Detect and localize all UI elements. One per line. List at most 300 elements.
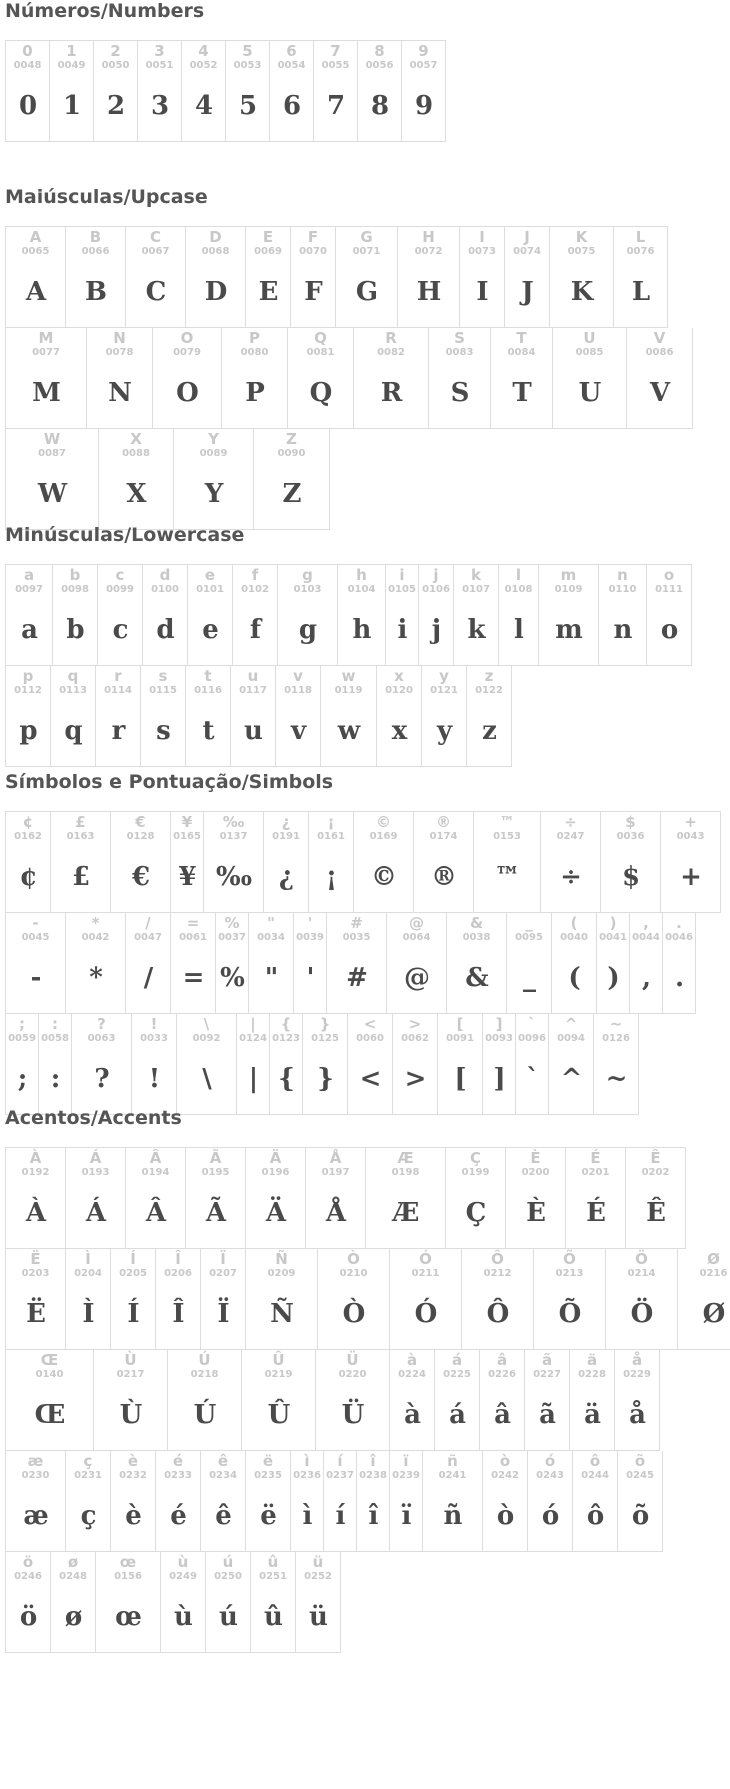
glyph-code: 0229 [623,1369,651,1380]
glyph-sample: H [398,270,459,314]
glyph-sample: _ [507,956,551,1000]
glyph-sample: Ç [446,1191,505,1235]
glyph-sample: ó [528,1494,572,1538]
glyph-cell [309,812,354,913]
glyph-cell [39,1014,72,1115]
glyph-code: 0238 [359,1470,387,1481]
glyph-character: Ó [419,1250,432,1268]
glyph-code: 0228 [578,1369,606,1380]
glyph-code: 0063 [87,1033,116,1044]
glyph-code: 0119 [334,685,363,696]
glyph-character: K [575,228,588,246]
glyph-character: H [422,228,435,246]
glyph-character: & [469,914,484,932]
glyph-character: ) [609,914,617,932]
glyph-cell [111,1249,156,1350]
glyph-sample: £ [51,855,110,899]
glyph-code: 0212 [483,1268,512,1279]
glyph-sample: / [126,956,170,1000]
glyph-character: 4 [198,42,209,60]
glyph-cell [126,913,171,1014]
glyph-character: O [180,329,194,347]
glyph-character: Z [286,430,297,448]
glyph-cell [366,1148,446,1249]
glyph-character: o [663,566,675,584]
glyph-character: = [186,914,200,932]
glyph-code: 0224 [398,1369,426,1380]
glyph-code: 0218 [190,1369,219,1380]
glyph-row [5,1451,663,1552]
glyph-cell [126,227,186,328]
glyph-character: T [516,329,527,347]
glyph-sample: 7 [314,84,357,128]
glyph-code: 0071 [352,246,381,257]
glyph-cell [153,328,222,429]
glyph-code: 0043 [676,831,705,842]
glyph-character: / [145,914,151,932]
glyph-character: ü [312,1553,324,1571]
glyph-sample: % [216,956,248,1000]
glyph-character: ï [403,1452,409,1470]
glyph-sample: è [111,1494,155,1538]
glyph-code: 0044 [632,932,660,943]
glyph-character: x [394,667,404,685]
glyph-code: 0195 [201,1167,230,1178]
glyph-cell [573,1451,618,1552]
glyph-row [5,328,693,429]
glyph-cell [216,913,249,1014]
glyph-code: 0060 [356,1033,384,1044]
glyph-character: Á [89,1149,102,1167]
glyph-code: 0087 [38,448,66,459]
glyph-code: 0219 [264,1369,293,1380]
glyph-character: ¿ [281,813,291,831]
glyph-code: 0065 [21,246,50,257]
glyph-row [5,429,330,530]
glyph-character: e [204,566,216,584]
glyph-character: ¢ [22,813,34,831]
glyph-cell [446,1148,506,1249]
glyph-character: I [479,228,485,246]
glyph-character: 8 [374,42,385,60]
glyph-code: 0049 [57,60,86,71]
glyph-cell [358,41,402,142]
glyph-cell [132,1014,177,1115]
glyph-code: 0064 [402,932,431,943]
glyph-code: 0124 [239,1033,267,1044]
glyph-code: 0093 [485,1033,513,1044]
glyph-cell [201,1249,246,1350]
glyph-cell [390,1451,423,1552]
glyph-code: 0090 [277,448,306,459]
glyph-code: 0234 [209,1470,237,1481]
section-title: Maiúsculas/Upcase [5,186,208,208]
glyph-code: 0084 [507,347,536,358]
glyph-sample: z [467,709,511,753]
glyph-sample: ø [51,1595,95,1639]
glyph-code: 0165 [173,831,201,842]
glyph-sample: t [186,709,230,753]
glyph-cell [138,41,182,142]
glyph-cell [601,812,661,913]
glyph-cell [462,1249,534,1350]
glyph-sample: ^ [549,1057,593,1101]
glyph-code: 0059 [8,1033,36,1044]
glyph-cell [276,666,321,767]
glyph-cell [51,812,111,913]
glyph-character: - [32,914,39,932]
glyph-cell [294,913,327,1014]
glyph-character: # [350,914,363,932]
glyph-cell [615,1350,660,1451]
glyph-row [5,811,721,913]
glyph-cell [402,41,446,142]
glyph-sample: E [246,270,290,314]
glyph-sample: X [99,472,173,516]
glyph-code: 0128 [126,831,155,842]
glyph-character: D [209,228,222,246]
glyph-sample: ì [291,1494,323,1538]
glyph-sample: @ [387,956,446,1000]
glyph-character: Ë [30,1250,41,1268]
glyph-sample: B [66,270,125,314]
glyph-character: Ò [347,1250,360,1268]
glyph-sample: s [141,709,185,753]
glyph-code: 0233 [164,1470,192,1481]
glyph-character: { [280,1015,292,1033]
glyph-character: , [643,914,649,932]
glyph-code: 0069 [254,246,282,257]
glyph-sample: # [327,956,386,1000]
glyph-code: 0169 [369,831,398,842]
glyph-cell [72,1014,132,1115]
glyph-sample: æ [6,1494,65,1538]
glyph-code: 0205 [119,1268,147,1279]
glyph-cell [321,666,377,767]
glyph-code: 0220 [338,1369,367,1380]
glyph-code: 0249 [169,1571,197,1582]
glyph-sample: ü [296,1595,340,1639]
glyph-character: Ì [85,1250,91,1268]
glyph-code: 0067 [141,246,170,257]
glyph-character: r [114,667,122,685]
glyph-sample: ) [597,956,629,1000]
glyph-sample: ' [294,956,326,1000]
glyph-character: w [341,667,356,685]
glyph-code: 0245 [626,1470,654,1481]
section-title: Números/Numbers [5,0,205,22]
glyph-sample: ¥ [171,855,203,899]
glyph-sample: ç [66,1494,110,1538]
glyph-cell [483,1451,528,1552]
glyph-cell [447,913,507,1014]
glyph-sample: ™ [474,855,540,899]
glyph-character: ‰ [222,813,245,831]
glyph-sample: y [422,709,466,753]
glyph-code: 0107 [462,584,490,595]
glyph-character: u [247,667,259,685]
glyph-code: 0051 [145,60,174,71]
glyph-cell [474,812,541,913]
glyph-cell [553,328,627,429]
glyph-cell [6,1350,94,1451]
glyph-character: ê [217,1452,229,1470]
glyph-character: i [399,566,405,584]
glyph-cell [505,227,550,328]
glyph-sample: \ [177,1057,236,1101]
glyph-sample: D [186,270,245,314]
glyph-character: ó [544,1452,556,1470]
glyph-character: € [135,813,146,831]
glyph-character: £ [75,813,86,831]
glyph-sample: c [98,608,142,652]
glyph-cell [336,227,398,328]
glyph-sample: G [336,270,397,314]
glyph-character: v [293,667,303,685]
glyph-cell [618,1451,663,1552]
glyph-sample: e [188,608,232,652]
glyph-cell [480,1350,525,1451]
glyph-sample: u [231,709,275,753]
glyph-code: 0076 [626,246,655,257]
section-3 [5,771,721,1115]
glyph-sample: { [270,1057,302,1101]
glyph-code: 0209 [267,1268,296,1279]
glyph-sample: + [661,855,720,899]
glyph-sample: Â [126,1191,185,1235]
glyph-cell [98,565,143,666]
glyph-character: Ç [469,1149,481,1167]
glyph-code: 0098 [61,584,89,595]
glyph-cell [177,1014,237,1115]
glyph-code: 0213 [555,1268,584,1279]
glyph-cell [182,41,226,142]
glyph-code: 0073 [468,246,496,257]
glyph-code: 0197 [321,1167,350,1178]
glyph-character: | [250,1015,256,1033]
glyph-cell [51,666,96,767]
section-title: Minúsculas/Lowercase [5,524,245,546]
glyph-cell [423,1451,483,1552]
glyph-sample: © [354,855,413,899]
glyph-code: 0252 [304,1571,332,1582]
glyph-sample: Ò [318,1292,389,1336]
glyph-character: ä [586,1351,598,1369]
glyph-cell [291,1451,324,1552]
glyph-sample: À [6,1191,65,1235]
glyph-sample: f [233,608,277,652]
glyph-sample: à [390,1393,434,1437]
glyph-character: l [515,566,522,584]
glyph-cell [249,913,294,1014]
glyph-cell [550,227,614,328]
glyph-character: ' [307,914,313,932]
glyph-character: g [302,566,313,584]
glyph-sample: ë [246,1494,290,1538]
glyph-cell [6,1148,66,1249]
glyph-sample: é [156,1494,200,1538]
glyph-code: 0035 [342,932,371,943]
glyph-cell [246,1451,291,1552]
glyph-cell [66,1148,126,1249]
glyph-cell [6,1014,39,1115]
glyph-sample: Y [174,472,253,516]
glyph-code: 0232 [119,1470,147,1481]
glyph-cell [491,328,553,429]
glyph-character: s [158,667,168,685]
glyph-code: 0104 [347,584,376,595]
glyph-code: 0113 [59,685,87,696]
glyph-code: 0243 [536,1470,564,1481]
glyph-code: 0115 [149,685,177,696]
glyph-cell [597,913,630,1014]
glyph-sample: " [249,956,293,1000]
glyph-cell [246,227,291,328]
glyph-sample: ! [132,1057,176,1101]
glyph-sample: å [615,1393,659,1437]
section-1 [5,186,693,530]
glyph-character: ¡ [327,813,335,831]
glyph-code: 0226 [488,1369,516,1380]
glyph-character: J [524,228,530,246]
glyph-sample: P [222,371,287,415]
glyph-code: 0061 [179,932,207,943]
glyph-sample: q [51,709,95,753]
glyph-cell [201,1451,246,1552]
glyph-sample: ¢ [6,855,50,899]
glyph-cell [291,227,336,328]
glyph-code: 0033 [140,1033,168,1044]
glyph-character: Í [130,1250,136,1268]
glyph-sample: ú [206,1595,250,1639]
glyph-character: P [249,329,260,347]
glyph-code: 0095 [515,932,543,943]
glyph-cell [528,1451,573,1552]
section-0 [5,0,446,142]
glyph-code: 0066 [81,246,110,257]
section-2 [5,524,692,767]
glyph-character: Œ [40,1351,59,1369]
glyph-cell [398,227,460,328]
glyph-cell [390,1350,435,1451]
glyph-cell [171,913,216,1014]
glyph-character: Ä [269,1149,282,1167]
glyph-sample: S [429,371,490,415]
glyph-cell [303,1014,348,1115]
glyph-character: f [251,566,259,584]
glyph-sample: b [53,608,97,652]
glyph-sample: a [6,608,52,652]
glyph-code: 0088 [122,448,150,459]
glyph-character: 9 [418,42,429,60]
glyph-character: G [360,228,373,246]
glyph-code: 0040 [560,932,588,943]
glyph-code: 0200 [521,1167,550,1178]
glyph-code: 0074 [513,246,541,257]
glyph-character: ö [22,1553,34,1571]
glyph-cell [246,1249,318,1350]
glyph-cell [51,1552,96,1653]
glyph-code: 0100 [151,584,179,595]
glyph-sample: = [171,956,215,1000]
glyph-sample: 3 [138,84,181,128]
glyph-sample: } [303,1057,347,1101]
glyph-code: 0105 [388,584,416,595]
glyph-character: é [172,1452,184,1470]
glyph-cell [6,227,66,328]
glyph-cell [6,41,50,142]
glyph-code: 0109 [554,584,583,595]
glyph-character: V [653,329,666,347]
glyph-cell [186,666,231,767]
glyph-character: \ [203,1015,210,1033]
glyph-sample: ö [6,1595,50,1639]
glyph-sample: i [386,608,418,652]
glyph-cell [296,1552,341,1653]
glyph-cell [348,1014,393,1115]
glyph-cell [354,812,414,913]
glyph-character: ? [97,1015,106,1033]
glyph-code: 0122 [475,685,503,696]
glyph-code: 0203 [21,1268,50,1279]
glyph-character: Å [329,1149,342,1167]
glyph-sample: . [663,956,695,1000]
glyph-sample: á [435,1393,479,1437]
glyph-sample: Ú [168,1393,241,1437]
glyph-character: Ï [220,1250,226,1268]
glyph-cell [393,1014,438,1115]
glyph-sample: < [348,1057,392,1101]
glyph-cell [141,666,186,767]
glyph-character: ] [495,1015,503,1033]
glyph-character: í [337,1452,343,1470]
glyph-sample: Æ [366,1191,445,1235]
glyph-sample: Í [111,1292,155,1336]
glyph-cell [314,41,358,142]
glyph-character: æ [27,1452,44,1470]
glyph-cell [525,1350,570,1451]
glyph-code: 0041 [599,932,627,943]
glyph-sample: ï [390,1494,422,1538]
glyph-code: 0106 [422,584,450,595]
glyph-sample: , [630,956,662,1000]
glyph-code: 0112 [14,685,42,696]
glyph-sample: J [505,270,549,314]
glyph-sample: È [506,1191,565,1235]
glyph-sample: ‰ [204,855,263,899]
glyph-sample: Î [156,1292,200,1336]
glyph-cell [174,429,254,530]
glyph-character: < [363,1015,377,1033]
glyph-code: 0110 [608,584,637,595]
glyph-cell [566,1148,626,1249]
glyph-sample: Õ [534,1292,605,1336]
glyph-sample: ä [570,1393,614,1437]
glyph-cell [168,1350,242,1451]
glyph-row [5,913,696,1014]
glyph-character: Ê [650,1149,661,1167]
glyph-code: 0038 [462,932,491,943]
glyph-sample: Ö [606,1292,677,1336]
glyph-character: y [439,667,449,685]
glyph-character: Ô [491,1250,504,1268]
glyph-character: 3 [154,42,165,60]
glyph-code: 0161 [317,831,345,842]
glyph-cell [6,913,66,1014]
glyph-sample: ñ [423,1494,482,1538]
glyph-cell [534,1249,606,1350]
glyph-cell [66,1249,111,1350]
